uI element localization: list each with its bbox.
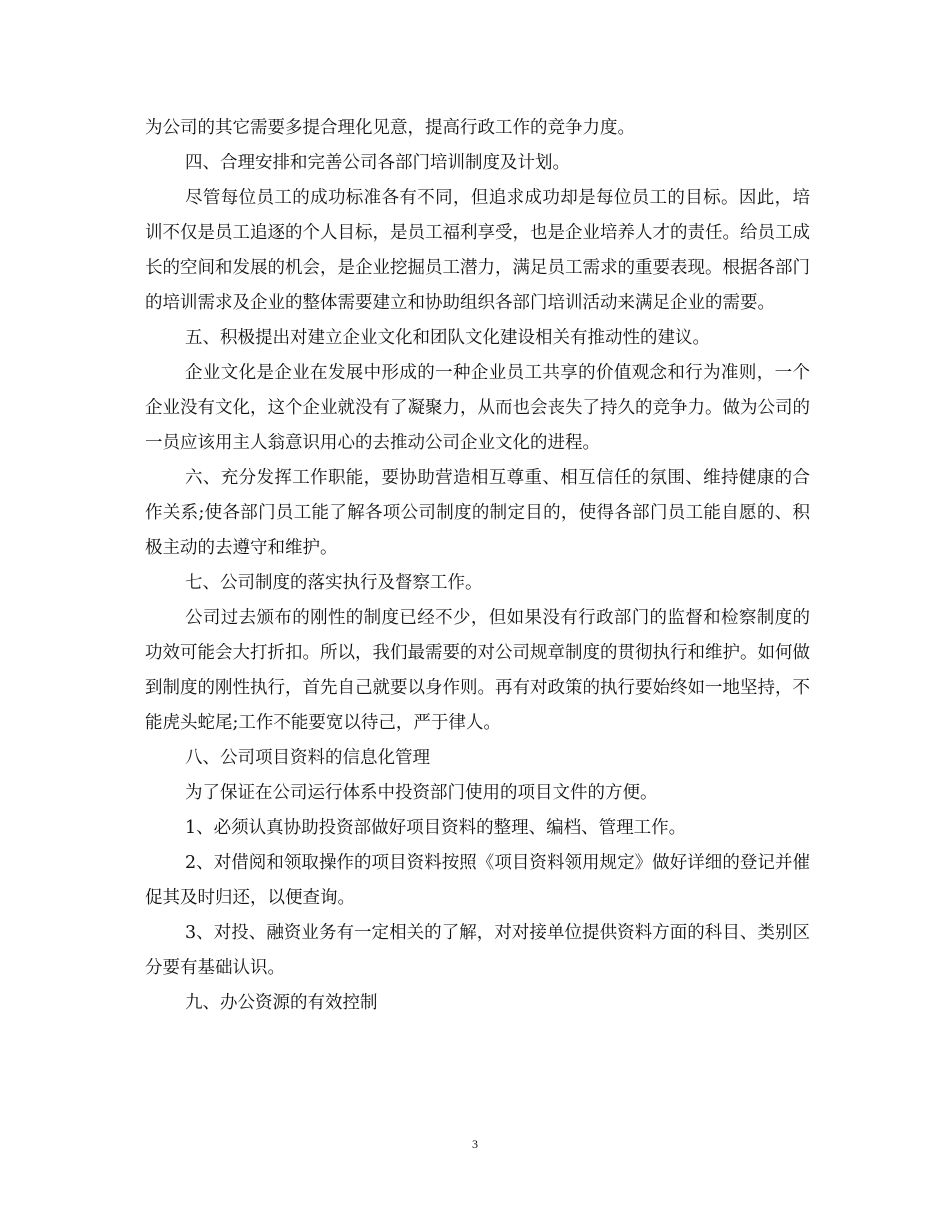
paragraph-section-6: 六、充分发挥工作职能，要协助营造相互尊重、相互信任的氛围、维持健康的合作关系;使各部门员工能了解各项公司制度的制定目的，使得各部门员工能自愿的、积极主动的去遵守和维护。 [145, 468, 810, 558]
paragraph-training: 尽管每位员工的成功标准各有不同，但追求成功却是每位员工的目标。因此，培训不仅是员工追逐的个人目标，是员工福利享受，也是企业培养人才的责任。给员工成长的空间和发展的机会，是企业挖掘员工潜力，满足员工需求的重要表现。根据各部门的培训需求及企业的整体需要建立和协助组织各部门培训活动来满足企业的需要。 [145, 188, 810, 313]
list-item-2: 2、对借阅和领取操作的项目资料按照《项目资料领用规定》做好详细的登记并催促其及时归还，以便查询。 [145, 853, 810, 908]
document-body [145, 111, 810, 1021]
paragraph-rules: 公司过去颁布的刚性的制度已经不少，但如果没有行政部门的监督和检察制度的功效可能会大打折扣。所以，我们最需要的对公司规章制度的贯彻执行和维护。如何做到制度的刚性执行，首先自己就要以身作则。再有对政策的执行要始终如一地坚持，不能虎头蛇尾;工作不能要宽以待己，严于律人。 [145, 608, 810, 733]
paragraph-1: 为公司的其它需要多提合理化见意，提高行政工作的竞争力度。 [145, 118, 635, 138]
page-number: 3 [472, 1137, 478, 1151]
paragraph-culture: 企业文化是企业在发展中形成的一种企业员工共享的价值观念和行为准则，一个企业没有文化，这个企业就没有了凝聚力，从而也会丧失了持久的竞争力。做为公司的一员应该用主人翁意识用心的去推动公司企业文化的进程。 [145, 363, 810, 453]
heading-section-9: 九、办公资源的有效控制 [185, 993, 378, 1013]
list-item-1: 1、必须认真协助投资部做好项目资料的整理、编档、管理工作。 [185, 818, 687, 838]
heading-section-5: 五、积极提出对建立企业文化和团队文化建设相关有推动性的建议。 [185, 328, 710, 348]
heading-section-7: 七、公司制度的落实执行及督察工作。 [185, 573, 483, 593]
list-item-3: 3、对投、融资业务有一定相关的了解，对对接单位提供资料方面的科目、类别区分要有基础认识。 [145, 923, 810, 978]
paragraph-project-files: 为了保证在公司运行体系中投资部门使用的项目文件的方便。 [185, 783, 658, 803]
heading-section-8: 八、公司项目资料的信息化管理 [185, 748, 430, 768]
heading-section-4: 四、合理安排和完善公司各部门培训制度及计划。 [185, 153, 570, 173]
